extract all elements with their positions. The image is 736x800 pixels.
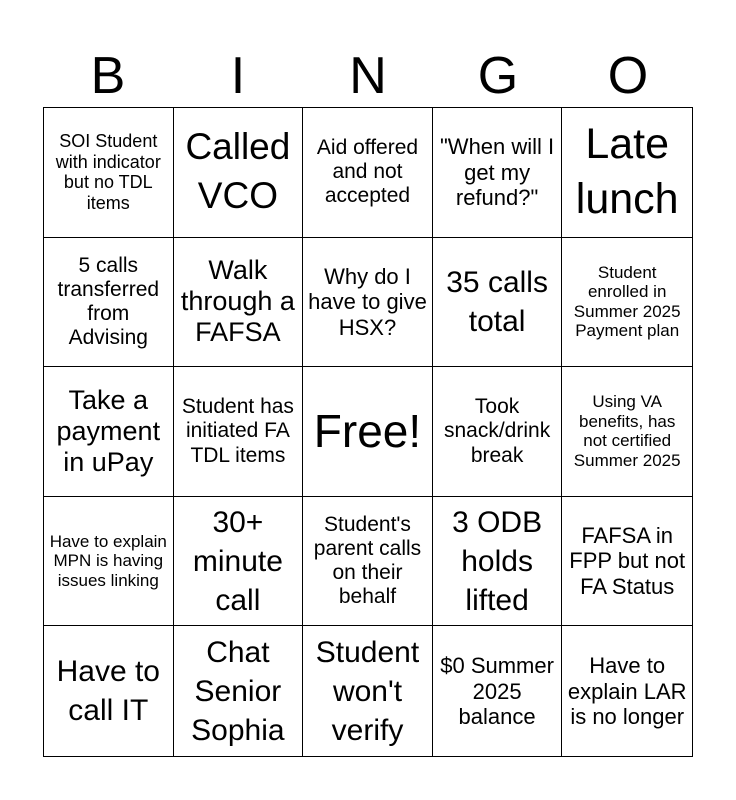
bingo-cell-r5c3[interactable]: Student won't verify [303, 626, 433, 756]
header-letter-n: N [349, 47, 387, 105]
header-letter-o: O [607, 47, 649, 105]
bingo-cell-r3c5[interactable]: Using VA benefits, has not certified Summer 2025 [562, 367, 692, 497]
bingo-cell-r2c3[interactable]: Why do I have to give HSX? [303, 238, 433, 368]
bingo-cell-r4c3[interactable]: Student's parent calls on their behalf [303, 497, 433, 627]
bingo-cell-r4c4[interactable]: 3 ODB holds lifted [433, 497, 563, 627]
bingo-cell-r1c3[interactable]: Aid offered and not accepted [303, 108, 433, 238]
bingo-cell-r1c5[interactable]: Late lunch [562, 108, 692, 238]
bingo-cell-free-space[interactable]: Free! [303, 367, 433, 497]
bingo-cell-r4c5[interactable]: FAFSA in FPP but not FA Status [562, 497, 692, 627]
bingo-cell-r4c1[interactable]: Have to explain MPN is having issues linking [44, 497, 174, 627]
header-letter-g: G [477, 47, 519, 105]
bingo-cell-r1c2[interactable]: Called VCO [174, 108, 304, 238]
bingo-cell-r3c4[interactable]: Took snack/drink break [433, 367, 563, 497]
bingo-cell-r1c4[interactable]: "When will I get my refund?" [433, 108, 563, 238]
bingo-cell-r5c2[interactable]: Chat Senior Sophia [174, 626, 304, 756]
header-letter-i: I [230, 47, 246, 105]
bingo-cell-r2c2[interactable]: Walk through a FAFSA [174, 238, 304, 368]
bingo-cell-r2c1[interactable]: 5 calls transferred from Advising [44, 238, 174, 368]
bingo-cell-r2c4[interactable]: 35 calls total [433, 238, 563, 368]
bingo-cell-r2c5[interactable]: Student enrolled in Summer 2025 Payment plan [562, 238, 692, 368]
bingo-cell-r5c5[interactable]: Have to explain LAR is no longer [567, 653, 687, 729]
bingo-board [43, 107, 693, 757]
bingo-cell-r5c1[interactable]: Have to call IT [44, 626, 174, 756]
bingo-cell-r1c1[interactable]: SOI Student with indicator but no TDL items [44, 108, 174, 238]
bingo-cell-r5c4[interactable]: $0 Summer 2025 balance [433, 626, 563, 756]
header-letter-b: B [90, 47, 126, 105]
bingo-cell-r3c1[interactable]: Take a payment in uPay [44, 367, 174, 497]
bingo-header [43, 44, 693, 108]
bingo-cell-r4c2[interactable]: 30+ minute call [174, 497, 304, 627]
bingo-cell-r3c2[interactable]: Student has initiated FA TDL items [174, 367, 304, 497]
